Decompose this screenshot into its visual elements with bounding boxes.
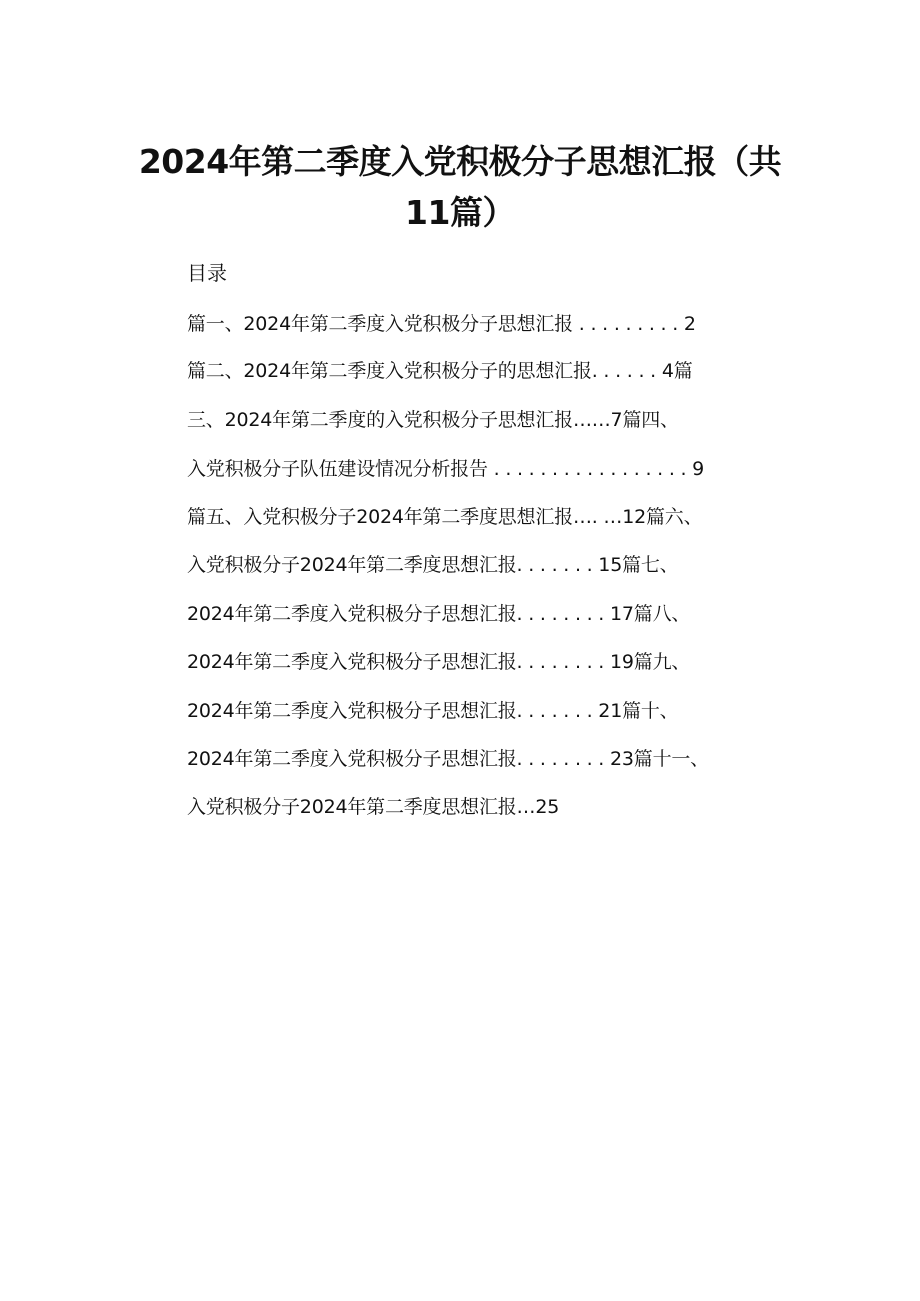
toc-line: 入党积极分子2024年第二季度思想汇报. . . . . . . 15篇七、 <box>187 554 679 576</box>
toc-line: 入党积极分子2024年第二季度思想汇报…25 <box>187 796 560 818</box>
toc-line: 2024年第二季度入党积极分子思想汇报. . . . . . . . 19篇九、 <box>187 651 691 673</box>
document-title-line-1: 2024年第二季度入党积极分子思想汇报（共 <box>138 142 782 181</box>
toc-heading: 目录 <box>187 261 227 285</box>
toc-line: 2024年第二季度入党积极分子思想汇报. . . . . . . . 17篇八、 <box>187 603 691 625</box>
document-title-line-2: 11篇） <box>405 193 515 232</box>
toc-line: 2024年第二季度入党积极分子思想汇报. . . . . . . 21篇十、 <box>187 700 679 722</box>
toc-line: 三、2024年第二季度的入党积极分子思想汇报……7篇四、 <box>187 409 679 431</box>
toc-line: 2024年第二季度入党积极分子思想汇报. . . . . . . . 23篇十一、 <box>187 748 709 770</box>
toc-line: 入党积极分子队伍建设情况分析报告 . . . . . . . . . . . . . . . . . 9 <box>187 458 705 480</box>
toc-line: 篇五、入党积极分子2024年第二季度思想汇报…. …12篇六、 <box>187 506 703 528</box>
toc-line: 篇一、2024年第二季度入党积极分子思想汇报 . . . . . . . . . 2 <box>187 313 696 335</box>
toc-line: 篇二、2024年第二季度入党积极分子的思想汇报. . . . . . 4篇 <box>187 360 693 382</box>
